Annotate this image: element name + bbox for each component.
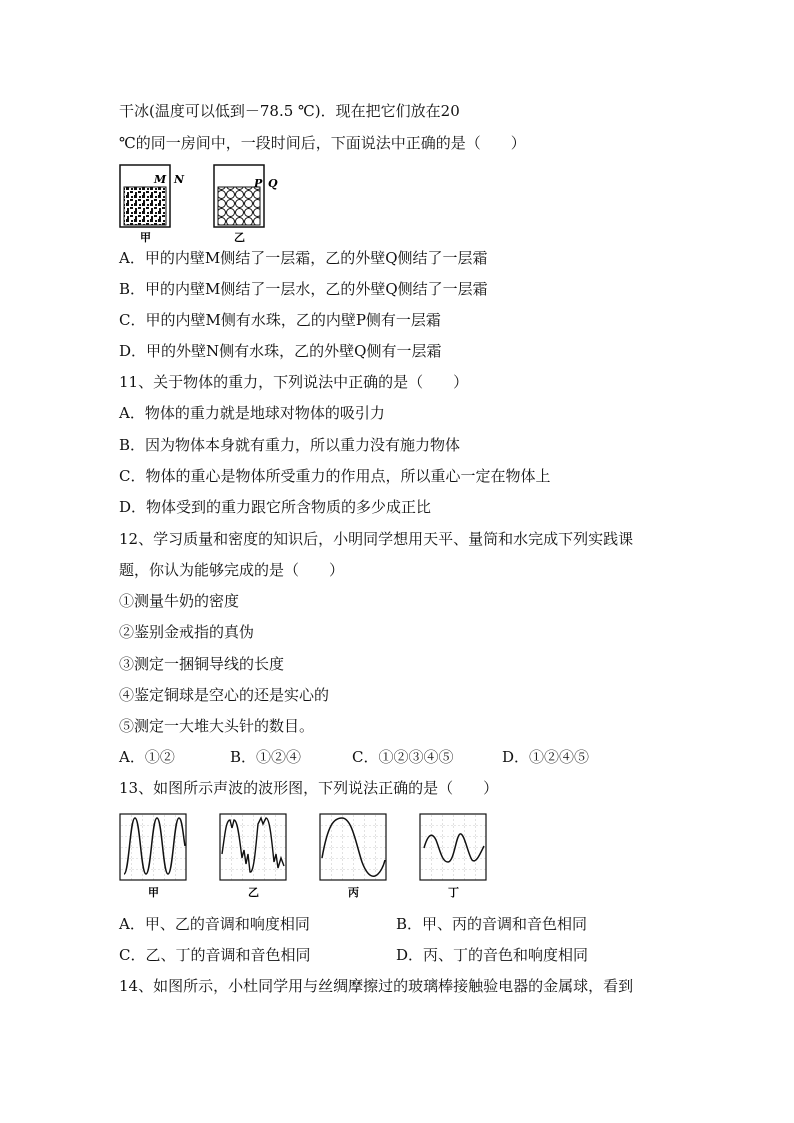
q10-option-c: C．甲的内壁M侧有水珠，乙的内壁P侧有一层霜 — [119, 311, 441, 329]
q11-option-a: A．物体的重力就是地球对物体的吸引力 — [119, 404, 385, 422]
waveform-yi — [220, 814, 286, 880]
q12-option-a: A．①② — [119, 748, 175, 766]
waveform-ding — [420, 814, 486, 880]
q13-options-row-1 — [119, 914, 679, 934]
q11-option-c: C．物体的重心是物体所受重力的作用点，所以重心一定在物体上 — [119, 467, 551, 485]
q12-stem-line-2: 题，你认为能够完成的是（ ） — [119, 561, 345, 579]
question-intro-line-2: ℃的同一房间中，一段时间后，下面说法中正确的是（ ） — [119, 134, 526, 152]
q12-option-b: B．①②④ — [230, 748, 302, 766]
q12-options-row — [119, 747, 679, 767]
container-yi — [214, 165, 264, 227]
wave-label-yi: 乙 — [248, 886, 259, 899]
q13-option-c: C．乙、丁的音调和音色相同 — [119, 946, 311, 964]
q13-option-d: D．丙、丁的音色和响度相同 — [396, 946, 589, 964]
wave-label-bing: 丙 — [348, 886, 359, 899]
q13-stem: 13、如图所示声波的波形图，下列说法正确的是（ ） — [119, 779, 499, 797]
wave-label-ding: 丁 — [448, 886, 459, 899]
label-N: N — [174, 173, 185, 186]
q12-item-2: ②鉴别金戒指的真伪 — [119, 623, 255, 641]
q13-option-b: B．甲、丙的音调和音色相同 — [396, 915, 588, 933]
q10-option-d: D．甲的外壁N侧有水珠，乙的外壁Q侧有一层霜 — [119, 342, 442, 360]
q11-option-b: B．因为物体本身就有重力，所以重力没有施力物体 — [119, 436, 461, 454]
label-P: P — [254, 177, 263, 190]
q12-option-d: D．①②④⑤ — [502, 748, 590, 766]
q11-stem: 11、关于物体的重力，下列说法中正确的是（ ） — [119, 373, 469, 391]
label-M: M — [154, 173, 167, 186]
q12-item-4: ④鉴定铜球是空心的还是实心的 — [119, 686, 330, 704]
wave-label-jia: 甲 — [148, 886, 159, 899]
q10-option-a: A．甲的内壁M侧结了一层霜，乙的外壁Q侧结了一层霜 — [119, 249, 488, 267]
q14-stem-line-1: 14、如图所示，小杜同学用与丝绸摩擦过的玻璃棒接触验电器的金属球，看到 — [119, 977, 634, 995]
caption-jia: 甲 — [140, 231, 151, 244]
q12-item-5: ⑤测定一大堆大头针的数目。 — [119, 717, 315, 735]
q13-option-a: A．甲、乙的音调和响度相同 — [119, 915, 310, 933]
question-intro-line-1: 干冰(温度可以低到－78.5 ℃)．现在把它们放在20 — [119, 102, 460, 120]
q13-options-row-2 — [119, 945, 679, 965]
q12-option-c: C．①②③④⑤ — [352, 748, 454, 766]
q10-option-b: B．甲的内壁M侧结了一层水，乙的外壁Q侧结了一层霜 — [119, 280, 488, 298]
caption-yi: 乙 — [234, 231, 245, 244]
waveforms-figure — [118, 812, 498, 902]
waveform-jia — [120, 814, 186, 880]
q12-item-3: ③测定一捆铜导线的长度 — [119, 655, 285, 673]
waveform-bing — [320, 814, 386, 880]
containers-figure — [118, 163, 288, 243]
q11-option-d: D．物体受到的重力跟它所含物质的多少成正比 — [119, 498, 432, 516]
q12-item-1: ①测量牛奶的密度 — [119, 592, 240, 610]
q12-stem-line-1: 12、学习质量和密度的知识后，小明同学想用天平、量筒和水完成下列实践课 — [119, 530, 634, 548]
label-Q: Q — [268, 177, 278, 190]
